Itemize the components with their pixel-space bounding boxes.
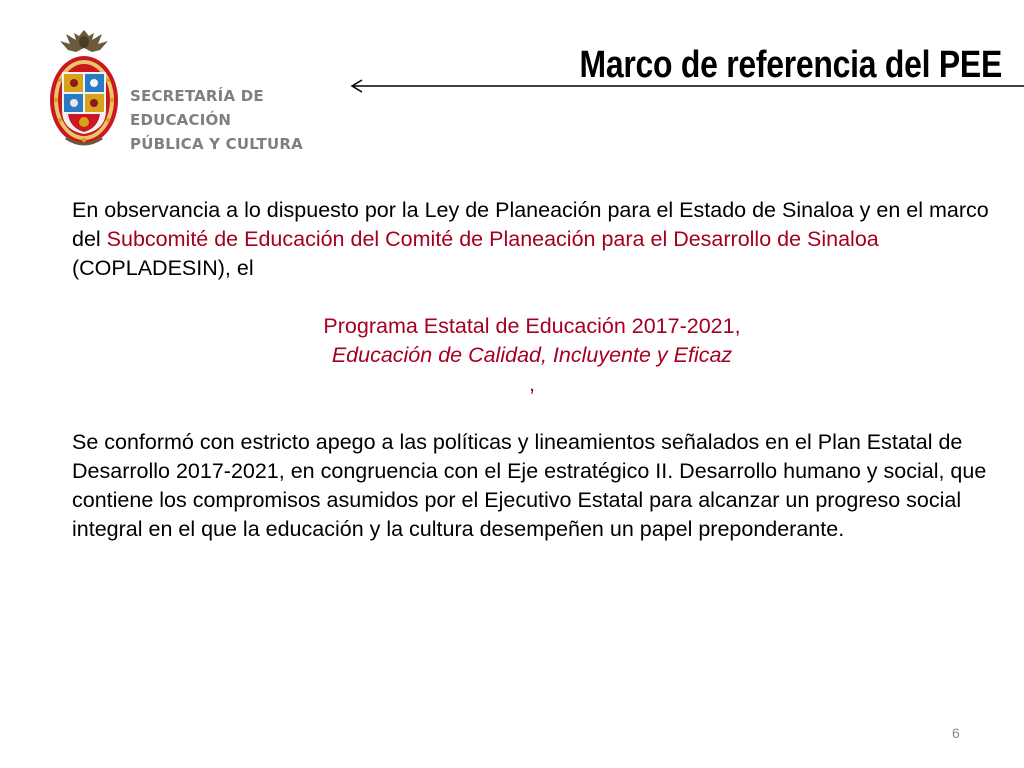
org-name-line-3: PÚBLICA Y CULTURA bbox=[130, 135, 303, 153]
title-underline-arrow bbox=[350, 79, 1024, 95]
program-tagline-line bbox=[72, 341, 992, 399]
intro-text-start: En observancia a lo dispuesto por la Ley de Planeación para el Estado de Sinaloa y en el marco del bbox=[72, 198, 989, 251]
plan-name: Plan Estatal de Desarrollo 2017-2021 bbox=[72, 430, 963, 483]
eagle-icon bbox=[60, 30, 108, 52]
page-number: 6 bbox=[952, 725, 960, 741]
org-name-line-1: SECRETARÍA DE bbox=[130, 87, 264, 105]
org-name-line-2: EDUCACIÓN bbox=[130, 111, 232, 129]
program-name: Programa Estatal de Educación 2017-2021, bbox=[323, 314, 741, 338]
slide-body bbox=[72, 196, 1012, 544]
coat-of-arms-logo bbox=[46, 28, 122, 152]
program-tagline: Educación de Calidad, Incluyente y Eficaz bbox=[331, 343, 733, 367]
conclusion-paragraph bbox=[72, 428, 1012, 544]
slide-title: Marco de referencia del PEE bbox=[579, 44, 1002, 86]
program-heading bbox=[72, 312, 1012, 399]
intro-paragraph bbox=[72, 196, 1012, 283]
program-tagline-suffix: , bbox=[529, 372, 535, 396]
subcommittee-name: Subcomité de Educación del Comité de Planeación para el Desarrollo de Sinaloa bbox=[106, 227, 879, 251]
organization-name bbox=[130, 84, 330, 156]
intro-text-end: (COPLADESIN), el bbox=[72, 256, 254, 280]
conclusion-text-end: . Desarrollo humano y social, que contiene los compromisos asumidos por el Ejecutivo Estatal para alcanzar un progreso social integral en el que la educación y la cultura desempeñen un papel preponderante. bbox=[72, 459, 987, 541]
conclusion-text-start: Se conformó con estricto apego a las políticas y lineamientos señalados en el bbox=[72, 430, 818, 454]
axis-reference: , en congruencia con el Eje estratégico II bbox=[278, 459, 668, 483]
